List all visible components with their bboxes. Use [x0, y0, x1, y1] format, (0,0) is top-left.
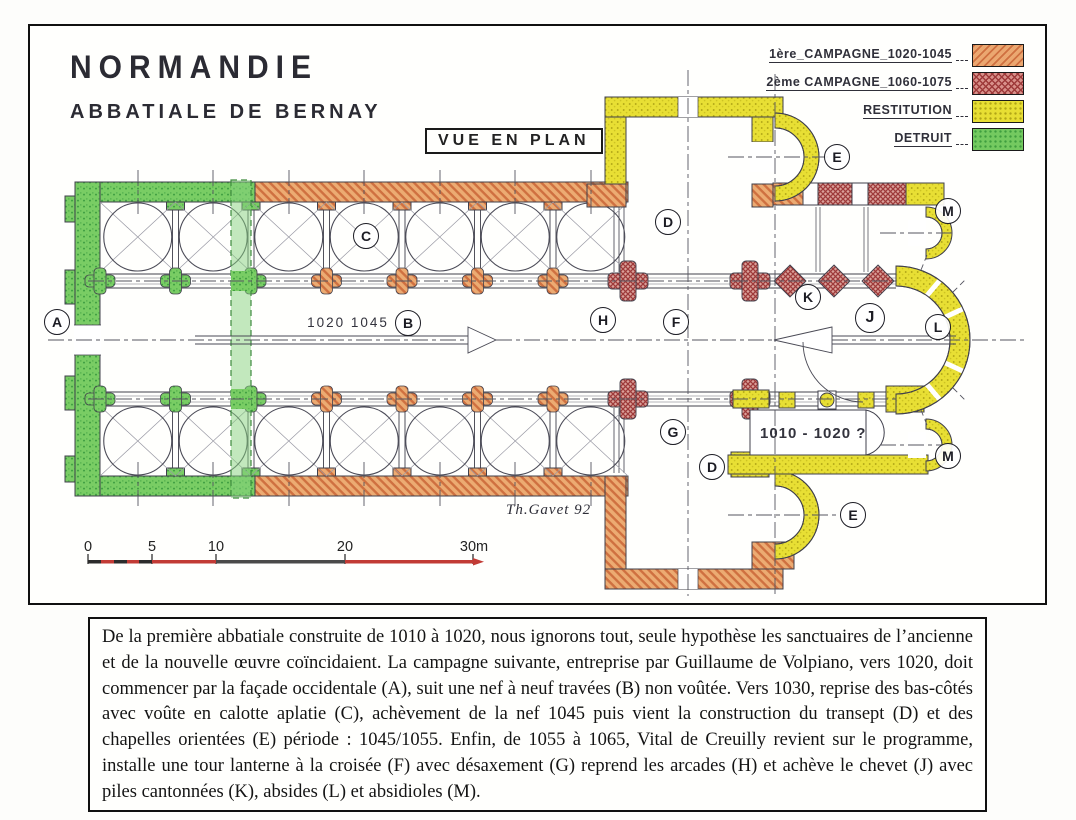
legend-swatch-detruit [972, 128, 1024, 151]
draughtsman-signature: Th.Gavet 92 [506, 502, 592, 518]
plan-marker-a: A [44, 309, 70, 335]
plan-marker-d-south: D [699, 454, 725, 480]
campaign-arrows [195, 327, 956, 402]
plan-marker-e-south: E [840, 502, 866, 528]
choir-campaign-dates: 1010 - 1020 ? [760, 425, 867, 442]
plan-marker-k: K [795, 284, 821, 310]
rood-screen-band [231, 180, 251, 498]
legend [744, 44, 1024, 156]
legend-label-restitution: RESTITUTION [863, 103, 952, 117]
plan-marker-e-north: E [824, 144, 850, 170]
plan-marker-d-north: D [655, 209, 681, 235]
plan-marker-j: J [855, 303, 885, 333]
plan-marker-l: L [925, 314, 951, 340]
south-transept [605, 471, 819, 589]
view-type-label: VUE EN PLAN [425, 128, 603, 154]
scale-tick-5: 5 [147, 539, 157, 555]
building-title: ABBATIALE DE BERNAY [70, 101, 382, 123]
plan-marker-m-south: M [935, 443, 961, 469]
legend-row-detruit [744, 128, 1024, 150]
legend-leader [956, 78, 968, 89]
legend-leader [956, 50, 968, 61]
plan-marker-g: G [660, 419, 686, 445]
nave-campaign-dates: 1020 1045 [307, 315, 389, 330]
plan-marker-f: F [663, 309, 689, 335]
plan-marker-b: B [395, 310, 421, 336]
west-facade [65, 182, 101, 496]
legend-swatch-campaign1 [972, 44, 1024, 67]
legend-label-detruit: DETRUIT [894, 131, 952, 145]
scale-bar [88, 554, 484, 566]
scale-tick-20: 20 [336, 539, 354, 555]
caption-box [88, 617, 987, 812]
legend-row-campaign1 [744, 44, 1024, 66]
scale-tick-30m: 30m [459, 539, 489, 555]
plan-marker-c: C [353, 223, 379, 249]
legend-row-campaign2 [744, 72, 1024, 94]
caption-text: De la première abbatiale construite de 1010 à 1020, nous ignorons tout, seule hypothèse les sanctuaires de l’ancienne et de la nouvelle œuvre coïncidaient. La campagne suivante, entreprise par Guillaume de Volpiano, vers 1020, doit commencer par la façade occidentale (A), suit une nef à neuf travées (B) non voûtée. Vers 1030, reprise des bas-côtés avec voûte en calotte aplatie (C), achèvement de la nef 1045 puis vient la construction du transept (D) et des chapelles orientées (E) période : 1045/1055. Enfin, de 1055 à 1065, Vital de Creuilly revient sur le programme, installe une tour lanterne à la croisée (F) avec désaxement (G) reprend les arcades (H) et achève le chevet (J) avec piles cantonnées (K), absides (L) et absidioles (M). [102, 627, 973, 802]
legend-leader [956, 134, 968, 145]
scale-tick-0: 0 [83, 539, 93, 555]
legend-label-campaign1: 1ère_CAMPAGNE_1020-1045 [769, 47, 952, 61]
legend-row-restitution [744, 100, 1024, 122]
region-title: NORMANDIE [70, 50, 318, 86]
scale-tick-10: 10 [207, 539, 225, 555]
legend-swatch-restitution [972, 100, 1024, 123]
legend-swatch-campaign2 [972, 72, 1024, 95]
legend-label-campaign2: 2ème CAMPAGNE_1060-1075 [766, 75, 952, 89]
legend-leader [956, 106, 968, 117]
plan-marker-m-north: M [935, 198, 961, 224]
plan-marker-h: H [590, 307, 616, 333]
